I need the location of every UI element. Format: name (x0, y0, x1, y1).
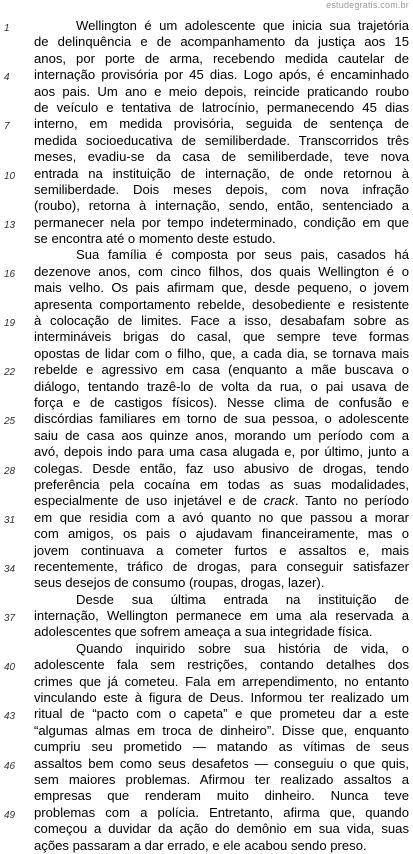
line-text: vinculando este à figura de Deus. Informou ter realizado um (34, 690, 409, 706)
text-line (0, 67, 413, 83)
line-text: de veículo e tentativa de latrocínio, permanecendo 45 dias (34, 99, 409, 115)
line-text: aos pais. Um ano e meio depois, reincide praticando roubo (34, 83, 409, 99)
text-line (0, 805, 413, 821)
text-line (0, 428, 413, 444)
text-line (0, 264, 413, 280)
line-text: internação provisória por 45 dias. Logo após, é encaminhado (34, 67, 409, 83)
line-text: crimes que já cometeu. Fala em arrependimento, no entanto (34, 673, 409, 689)
line-text: entrada na instituição de internação, de onde retornou à (34, 165, 409, 181)
line-text: força e de castigos físicos). Nesse clima de confusão e (34, 394, 409, 410)
line-number: 16 (4, 268, 16, 280)
line-text: ações passaram a dar errado, e ele acabou sendo preso. (34, 837, 367, 853)
line-text: diálogo, tentando trazê-lo de volta da rua, o pai usava de (34, 378, 409, 394)
line-text: preferência pela cocaína em todas as suas modalidades, (34, 476, 409, 492)
line-text: sem maiores problemas. Afirmou ter realizado assaltos a (34, 771, 409, 787)
text-line (0, 34, 413, 50)
line-text: seus desejos de consumo (roupas, drogas, lazer). (34, 575, 325, 591)
line-number: 28 (4, 465, 16, 477)
text-line (0, 182, 413, 198)
line-text: Sua família é composta por seus pais, casados há (76, 247, 409, 263)
text-line (0, 198, 413, 214)
text-line (0, 657, 413, 673)
text-line (0, 116, 413, 132)
text-line (0, 444, 413, 460)
line-text: discórdias familiares em torno de sua pessoa, o adolescente (34, 411, 409, 427)
text-line (0, 215, 413, 231)
line-text: intermináveis brigas do casal, que sempre teve formas (34, 329, 409, 345)
text-line (0, 575, 413, 591)
text-line (0, 84, 413, 100)
line-text: empresas que renderam muito dinheiro. Nunca teve (34, 788, 409, 804)
line-text: de delinquência e de acompanhamento da justiça aos 15 (34, 34, 409, 50)
line-number: 31 (4, 514, 16, 526)
text-line (0, 493, 413, 509)
text-line (0, 166, 413, 182)
text-line (0, 559, 413, 575)
line-number: 22 (4, 367, 16, 379)
text-line (0, 247, 413, 263)
text-line (0, 543, 413, 559)
text-line (0, 821, 413, 837)
line-text: opostas de lidar com o filho, que, a cada dia, se tornava mais (34, 345, 409, 361)
line-text: anos, por porte de arma, recebendo medida cautelar de (34, 50, 409, 66)
text-line (0, 510, 413, 526)
line-text: cumpriu seu prometido — matando as vítimas de seus (34, 739, 409, 755)
text-line (0, 100, 413, 116)
line-text: mais velho. Os pais afirmam que, desde pequeno, o jovem (34, 280, 409, 296)
line-text: começou a duvidar da ação do demônio em sua vida, suas (34, 821, 409, 837)
text-line (0, 51, 413, 67)
line-number: 10 (4, 170, 16, 182)
line-text: ritual de “pacto com o capeta” e que prometeu dar a este (34, 706, 409, 722)
text-line (0, 133, 413, 149)
text-line (0, 280, 413, 296)
line-text: “algumas almas em troca de dinheiro”. Disse que, enquanto (34, 722, 409, 738)
line-number: 1 (4, 23, 10, 34)
document-body (0, 18, 413, 854)
text-line (0, 739, 413, 755)
line-text: problemas com a polícia. Entretanto, afirma que, quando (34, 804, 409, 820)
line-number: 25 (4, 416, 16, 428)
line-text: em que residia com a avó quanto no que passou a morar (34, 509, 409, 525)
text-line (0, 395, 413, 411)
text-line (0, 674, 413, 690)
line-number: 7 (4, 121, 10, 133)
line-text: Wellington é um adolescente que inicia sua trajetória (76, 18, 409, 33)
text-line (0, 149, 413, 165)
line-text: adolescente fala sem restrições, contando detalhes dos (34, 657, 409, 673)
line-text: avó, depois indo para uma casa alugada e, por último, junto a (34, 444, 409, 460)
line-text: meses, evadiu-se da casa de semiliberdade, teve nova (34, 149, 409, 165)
text-line (0, 477, 413, 493)
line-text: medida socioeducativa de semiliberdade. Transcorridos três (34, 132, 409, 148)
text-line (0, 756, 413, 772)
line-text: recentemente, tráfico de drogas, para conseguir satisfazer (34, 558, 409, 574)
watermark: estudegratis.com.br (326, 0, 409, 10)
line-number: 40 (4, 662, 16, 674)
line-text: (roubo), retorna à internação, sendo, então, sentenciado a (34, 198, 409, 214)
text-line (0, 608, 413, 624)
line-text: apresenta comportamento rebelde, desobediente e resistente (34, 296, 409, 312)
line-text: saiu de casa aos quinze anos, morando um período com a (34, 427, 409, 443)
line-number: 46 (4, 760, 16, 772)
line-text: se encontra até o momento deste estudo. (34, 231, 276, 247)
line-number: 34 (4, 563, 16, 575)
text-line (0, 411, 413, 427)
line-text: Desde sua última entrada na instituição de (76, 591, 409, 607)
line-number: 4 (4, 72, 10, 84)
line-number: 13 (4, 219, 16, 231)
text-line (0, 461, 413, 477)
text-line (0, 624, 413, 640)
line-text: assaltos bem como seus desafetos — conseguiu o que quis, (34, 755, 409, 771)
text-line (0, 788, 413, 804)
line-text: com amigos, os pais o ajudavam financeiramente, mas o (34, 526, 409, 542)
text-line (0, 723, 413, 739)
text-line (0, 346, 413, 362)
line-number: 19 (4, 318, 16, 330)
text-line (0, 641, 413, 657)
line-text: Quando inquirido sobre sua história de vida, o (76, 640, 409, 656)
text-line (0, 379, 413, 395)
line-text: interno, em medida provisória, seguida de sentença de (34, 116, 409, 132)
line-text: à colocação de limites. Face a isso, desabafam sobre as (34, 313, 409, 329)
line-text: internação, Wellington permanece em uma ala reservada a (34, 608, 409, 624)
line-text: permanecer nela por tempo indeterminado, condição em que (34, 214, 409, 230)
text-line (0, 690, 413, 706)
line-text: jovem continuava a cometer furtos e assaltos e, mais (34, 542, 409, 558)
line-text: dezenove anos, com cinco filhos, dos quais Wellington é o (34, 263, 409, 279)
line-number: 43 (4, 711, 16, 723)
line-text: colegas. Desde então, faz uso abusivo de drogas, tendo (34, 460, 409, 476)
text-line (0, 526, 413, 542)
line-number: 37 (4, 613, 16, 625)
text-line (0, 329, 413, 345)
text-line (0, 297, 413, 313)
text-line (0, 313, 413, 329)
line-text: adolescentes que sofrem ameaça a sua integridade física. (34, 624, 373, 640)
line-text: especialmente de uso injetável e de crack. Tanto no período (34, 493, 409, 509)
text-line (0, 362, 413, 378)
line-text: rebelde e agressivo em casa (enquanto a mãe buscava o (34, 362, 409, 378)
text-line (0, 706, 413, 722)
line-text: semiliberdade. Dois meses depois, com nova infração (34, 181, 409, 197)
text-line (0, 592, 413, 608)
text-line (0, 772, 413, 788)
text-line (0, 231, 413, 247)
line-number: 49 (4, 809, 16, 821)
text-line (0, 18, 413, 34)
